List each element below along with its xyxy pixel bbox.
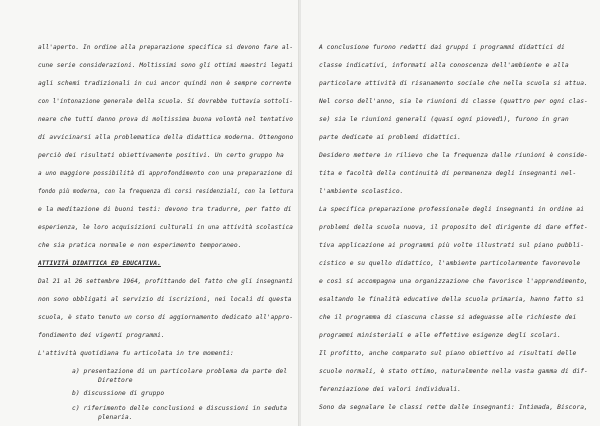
right-page-line: programmi ministeriali e alle effettive esigenze degli scolari. xyxy=(319,332,561,339)
left-page-line: con l'intonazione generale della scuola. Si dovrebbe tuttavia sottoli- xyxy=(38,98,293,105)
left-page-line: e la meditazione di buoni testi: devono tra tradurre, per fatto di xyxy=(38,206,292,213)
right-page-line: e così si accompagna una organizzazione che favorisce l'apprendimento, xyxy=(319,278,588,285)
left-page-line: L'attività quotidiana fu articolata in tre momenti: xyxy=(38,350,234,357)
left-page-line: a uno maggiore possibilità di approfondimento con una preparazione di xyxy=(38,170,293,177)
left-page-line: fondo più moderna, con la frequenza di corsi residenziali, con la lettura xyxy=(38,188,294,195)
right-page-line: cistico e su quello didattico, l'ambiente particolarmente favorevole xyxy=(319,260,581,267)
left-page-line: di avvicinarsi alla problematica della didattica moderna. Ottengono xyxy=(38,134,294,141)
left-page xyxy=(0,0,299,426)
left-page-line: perciò dei risultati obiettivamente positivi. Un certo gruppo ha xyxy=(38,152,284,159)
right-page-line: La specifica preparazione professionale degli insegnanti in ordine ai xyxy=(319,206,585,213)
right-page-line: esaltando le finalità educative della scuola primaria, hanno fatto sì xyxy=(319,296,585,303)
left-page-line: ATTIVITÀ DIDATTICA ED EDUCATIVA. xyxy=(38,260,161,267)
right-page-line: classe indicativi, informati alla conoscenza dell'ambiente e alla xyxy=(319,62,569,69)
left-page-line: plenaria. xyxy=(98,414,133,421)
left-page-line: Dal 21 al 26 settembre 1964, profittando del fatto che gli insegnanti xyxy=(38,278,293,285)
right-page-line: Sono da segnalare le classi rette dalle insegnanti: Intimada, Biscora, xyxy=(319,404,588,411)
left-page-line: che sia pratica normale e non esperimento temporaneo. xyxy=(38,242,242,249)
left-page-line: Direttore xyxy=(98,377,133,384)
right-page-line: Il profitto, anche comparato sul piano obiettivo ai risultati delle xyxy=(319,350,577,357)
left-page-line: cune serie considerazioni. Moltissimi sono gli ottimi maestri legati xyxy=(38,62,294,69)
left-page-line: esperienza, le loro acquisizioni culturali in una attività scolastica xyxy=(38,224,293,231)
right-page-line: Desidero mettere in rilievo che la frequenza dalle riunioni è conside- xyxy=(319,152,588,159)
right-page-line: scuole normali, è stato ottimo, naturalmente nella vasta gamma di dif- xyxy=(319,368,588,375)
right-page-line: tita e facoltà della continuità di permanenza degli insegnanti nel- xyxy=(319,170,577,177)
left-page-line: neare che tutti danno prova di moltissima buona volontà nel tentativo xyxy=(38,116,293,123)
left-page-line: a) presentazione di un particolare problema da parte del xyxy=(72,368,288,375)
right-page-line: A conclusione furono redatti dai gruppi i programmi didattici di xyxy=(319,44,565,51)
left-page-line: b) discussione di gruppo xyxy=(72,390,165,397)
left-page-line: scuola, è stato tenuto un corso di aggiornamento dedicato all'appro- xyxy=(38,314,294,321)
right-page-line: particolare attività di risanamento sociale che nella scuola si attua. xyxy=(319,80,588,87)
right-page xyxy=(301,0,600,426)
left-page-line: non sono obbligati al servizio di iscrizioni, nei locali di questa xyxy=(38,296,292,303)
left-page-line: agli schemi tradizionali in cui ancor quindi non è sempre corrente xyxy=(38,80,292,87)
right-page-line: se) sia le riunioni generali (quasi ogni piovedì), furono in gran xyxy=(319,116,569,123)
right-page-line: l'ambiente scolastico. xyxy=(319,188,404,195)
right-page-line: parte dedicate ai problemi didattici. xyxy=(319,134,462,141)
left-page-line: fondimento dei vigenti programmi. xyxy=(38,332,165,339)
right-page-line: che il programma di ciascuna classe si adeguasse alle richieste dei xyxy=(319,314,577,321)
right-page-line: Nel corso dell'anno, sia le riunioni di classe (quattro per ogni clas- xyxy=(319,98,588,105)
left-page-line: c) riferimento delle conclusioni e discussioni in seduta xyxy=(72,405,288,412)
left-page-line: all'aperto. In ordine alla preparazione specifica si devono fare al- xyxy=(38,44,294,51)
right-page-line: problemi della scuola nuova, il proposito del dirigente di dare effet- xyxy=(319,224,588,231)
right-page-line: ferenziazione dei valori individuali. xyxy=(319,386,462,393)
right-page-line: tiva applicazione ai programmi più volte illustrati sul piano pubbli- xyxy=(319,242,585,249)
